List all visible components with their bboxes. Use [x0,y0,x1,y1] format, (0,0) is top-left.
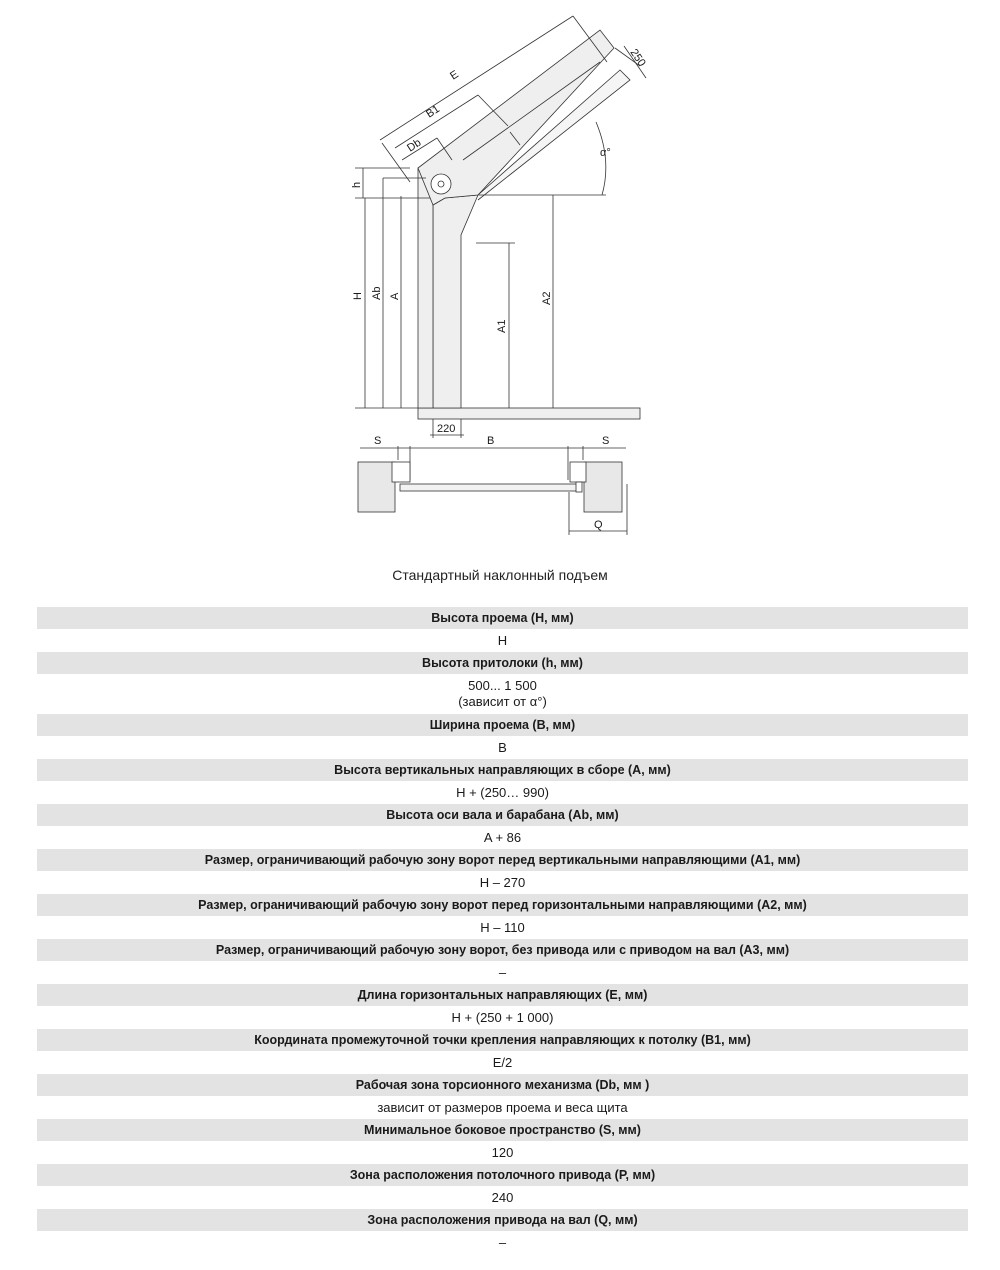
spec-value [37,1231,968,1254]
label-H: H [352,292,364,300]
spec-value-text: H + (250… 990) [456,784,549,800]
spec-value [37,629,968,652]
left-pillar [358,462,395,512]
spec-value [37,826,968,849]
spec-value-text: 500... 1 500 [468,678,537,693]
spec-label: Зона расположения потолочного привода (P, мм) [37,1164,968,1186]
spec-value [37,961,968,984]
label-E: E [448,68,461,83]
diagram-caption: Стандартный наклонный подъем [392,567,608,583]
door-panel [400,484,580,491]
label-alpha: α° [600,147,611,159]
label-Q: Q [594,519,603,531]
spec-label: Координата промежуточной точки крепления направляющих к потолку (B1, мм) [37,1029,968,1051]
spec-value-text: H + (250 + 1 000) [451,1009,554,1025]
spec-value [37,736,968,759]
spec-label: Размер, ограничивающий рабочую зону ворот перед горизонтальными направляющими (A2, мм) [37,894,968,916]
spec-label: Высота проема (H, мм) [37,607,968,629]
spec-value-text: зависит от размеров проема и веса щита [377,1099,628,1115]
label-B1: B1 [424,103,442,121]
spec-value-text: B [498,739,507,755]
spec-value [37,1141,968,1164]
spec-label: Высота притолоки (h, мм) [37,652,968,674]
label-220: 220 [437,423,456,435]
spec-value [37,1096,968,1119]
floor-line [418,408,640,419]
spec-value-text: 120 [491,1144,514,1160]
label-A1: A1 [496,319,508,333]
label-S-right: S [602,435,610,447]
spec-value-text: – [498,1234,507,1250]
spec-value [37,674,968,714]
spec-value-text: H – 110 [480,919,525,935]
label-h: h [351,181,363,188]
spec-value-text: 240 [491,1189,514,1205]
label-A: A [389,292,401,300]
spec-table [37,607,968,1254]
label-Db: Db [405,136,424,155]
spec-label: Высота вертикальных направляющих в сборе (A, мм) [37,759,968,781]
spec-label: Зона расположения привода на вал (Q, мм) [37,1209,968,1231]
vertical-track [433,195,478,408]
label-250: 250 [627,46,648,69]
spec-value [37,1006,968,1029]
spec-value [37,1051,968,1074]
spec-value-text: E/2 [492,1054,513,1070]
spec-value-text: A + 86 [483,829,522,845]
spec-value [37,1186,968,1209]
spec-value-text: – [498,964,507,980]
spec-label: Минимальное боковое пространство (S, мм) [37,1119,968,1141]
spec-value [37,871,968,894]
spec-value-text: H – 270 [479,874,526,890]
spec-label: Размер, ограничивающий рабочую зону ворот перед вертикальными направляющими (A1, мм) [37,849,968,871]
spec-value [37,781,968,804]
track-diagram [0,0,1000,550]
spec-value-text: H [497,632,508,648]
spec-label: Длина горизонтальных направляющих (E, мм) [37,984,968,1006]
label-A2: A2 [541,291,553,305]
spec-label: Высота оси вала и барабана (Ab, мм) [37,804,968,826]
spec-label: Ширина проема (B, мм) [37,714,968,736]
spec-value [37,916,968,939]
label-S-left: S [374,435,382,447]
spec-label: Рабочая зона торсионного механизма (Db, мм ) [37,1074,968,1096]
label-Ab: Ab [371,286,383,300]
spec-value-note: (зависит от α°) [458,694,547,709]
right-pillar [584,462,622,512]
label-B: B [487,435,495,447]
spec-label: Размер, ограничивающий рабочую зону ворот, без привода или с приводом на вал (A3, мм) [37,939,968,961]
